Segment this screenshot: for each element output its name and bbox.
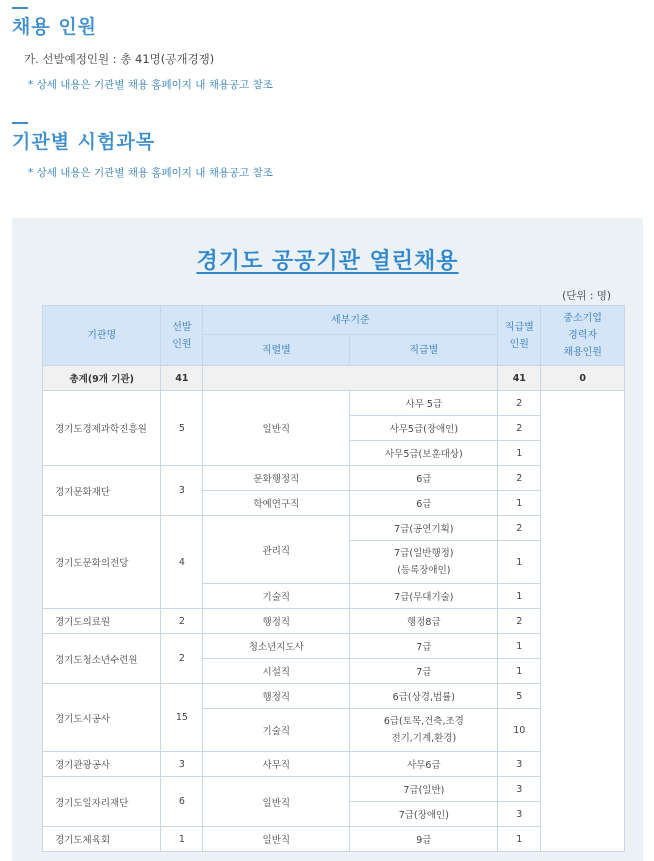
grade: 사무5급(장애인) — [350, 416, 498, 441]
grade-count: 1 — [498, 541, 541, 584]
grade-count: 10 — [498, 709, 541, 752]
grade: 6급 — [350, 491, 498, 516]
total-selected: 41 — [161, 366, 203, 391]
table-row — [43, 516, 625, 541]
grade: 7급 — [350, 634, 498, 659]
exam-subjects-note: * 상세 내용은 기관별 채용 홈페이지 내 채용공고 참조 — [28, 167, 273, 179]
grade: 사무 5급 — [350, 391, 498, 416]
org-name: 경기도시공사 — [43, 684, 161, 752]
section-title-text: 기관별 시험과목 — [12, 131, 156, 153]
job-type: 기술직 — [203, 709, 350, 752]
org-name: 경기도체육회 — [43, 827, 161, 852]
recruitment-count-line: 가. 선발예정인원 : 총 41명(공개경쟁) — [24, 52, 215, 66]
grade: 사무6급 — [350, 752, 498, 777]
panel-title: 경기도 공공기관 열린채용 — [196, 249, 459, 274]
table-row — [43, 391, 625, 416]
grade-count: 2 — [498, 416, 541, 441]
table-row — [43, 777, 625, 802]
header-org: 기관명 — [43, 306, 161, 366]
grade-count: 1 — [498, 827, 541, 852]
table-header-row — [43, 306, 625, 335]
org-selected: 2 — [161, 609, 203, 634]
section-title-text: 채용 인원 — [12, 16, 98, 38]
job-type: 청소년지도사 — [203, 634, 350, 659]
org-selected: 1 — [161, 827, 203, 852]
sme-cell — [541, 391, 625, 852]
grade: 7급(공연기획) — [350, 516, 498, 541]
job-type: 행정직 — [203, 684, 350, 709]
org-name: 경기도의료원 — [43, 609, 161, 634]
job-type: 일반직 — [203, 391, 350, 466]
table-row — [43, 609, 625, 634]
org-selected: 3 — [161, 466, 203, 516]
unit-label: (단위 : 명) — [562, 290, 611, 302]
grade: 7급(무대기술) — [350, 584, 498, 609]
grade-count: 5 — [498, 684, 541, 709]
header-grade-count: 직급별 인원 — [498, 306, 541, 366]
job-type: 사무직 — [203, 752, 350, 777]
header-detail: 세부기준 — [203, 306, 498, 335]
header-job: 직렬별 — [203, 335, 350, 366]
job-type: 일반직 — [203, 777, 350, 827]
grade-count: 3 — [498, 802, 541, 827]
grade-count: 1 — [498, 491, 541, 516]
org-name: 경기도청소년수련원 — [43, 634, 161, 684]
job-type: 일반직 — [203, 827, 350, 852]
org-selected: 4 — [161, 516, 203, 609]
org-name: 경기문화재단 — [43, 466, 161, 516]
recruitment-panel — [12, 218, 643, 861]
table-row — [43, 684, 625, 709]
org-name: 경기도일자리재단 — [43, 777, 161, 827]
total-sme: 0 — [541, 366, 625, 391]
org-selected: 2 — [161, 634, 203, 684]
grade: 7급(일반) — [350, 777, 498, 802]
header-selected: 선발 인원 — [161, 306, 203, 366]
grade-count: 1 — [498, 659, 541, 684]
recruitment-table — [42, 305, 625, 852]
grade-count: 2 — [498, 391, 541, 416]
org-selected: 3 — [161, 752, 203, 777]
title-accent-bar — [12, 7, 28, 9]
grade-count: 1 — [498, 634, 541, 659]
org-name: 경기도문화의전당 — [43, 516, 161, 609]
org-name: 경기도경제과학진흥원 — [43, 391, 161, 466]
job-type: 문화행정직 — [203, 466, 350, 491]
table-row — [43, 466, 625, 491]
total-row — [43, 366, 625, 391]
grade: 6급(토목,건축,조경 전기,기계,환경) — [350, 709, 498, 752]
org-selected: 15 — [161, 684, 203, 752]
grade-count: 1 — [498, 441, 541, 466]
grade-count: 2 — [498, 516, 541, 541]
org-name: 경기관광공사 — [43, 752, 161, 777]
grade-count: 3 — [498, 777, 541, 802]
grade-count: 1 — [498, 584, 541, 609]
grade-count: 2 — [498, 466, 541, 491]
header-sme: 중소기업 경력자 채용인원 — [541, 306, 625, 366]
total-detail — [203, 366, 498, 391]
header-grade: 직급별 — [350, 335, 498, 366]
org-selected: 5 — [161, 391, 203, 466]
grade: 6급 — [350, 466, 498, 491]
grade-count: 3 — [498, 752, 541, 777]
org-selected: 6 — [161, 777, 203, 827]
section-title-recruitment — [12, 12, 97, 39]
grade: 7급(일반행정) (등록장애인) — [350, 541, 498, 584]
grade: 6급(상경,법률) — [350, 684, 498, 709]
job-type: 관리직 — [203, 516, 350, 584]
recruitment-note: * 상세 내용은 기관별 채용 홈페이지 내 채용공고 참조 — [28, 79, 273, 91]
job-type: 행정직 — [203, 609, 350, 634]
grade: 7급(장애인) — [350, 802, 498, 827]
grade: 9급 — [350, 827, 498, 852]
grade: 행정8급 — [350, 609, 498, 634]
job-type: 기술직 — [203, 584, 350, 609]
table-row — [43, 634, 625, 659]
job-type: 시설직 — [203, 659, 350, 684]
grade: 7급 — [350, 659, 498, 684]
job-type: 학예연구직 — [203, 491, 350, 516]
total-label: 총계(9개 기관) — [43, 366, 161, 391]
table-row — [43, 827, 625, 852]
grade: 사무5급(보훈대상) — [350, 441, 498, 466]
grade-count: 2 — [498, 609, 541, 634]
section-title-exam-subjects — [12, 127, 155, 154]
total-grade-count: 41 — [498, 366, 541, 391]
table-row — [43, 752, 625, 777]
title-accent-bar — [12, 122, 28, 124]
